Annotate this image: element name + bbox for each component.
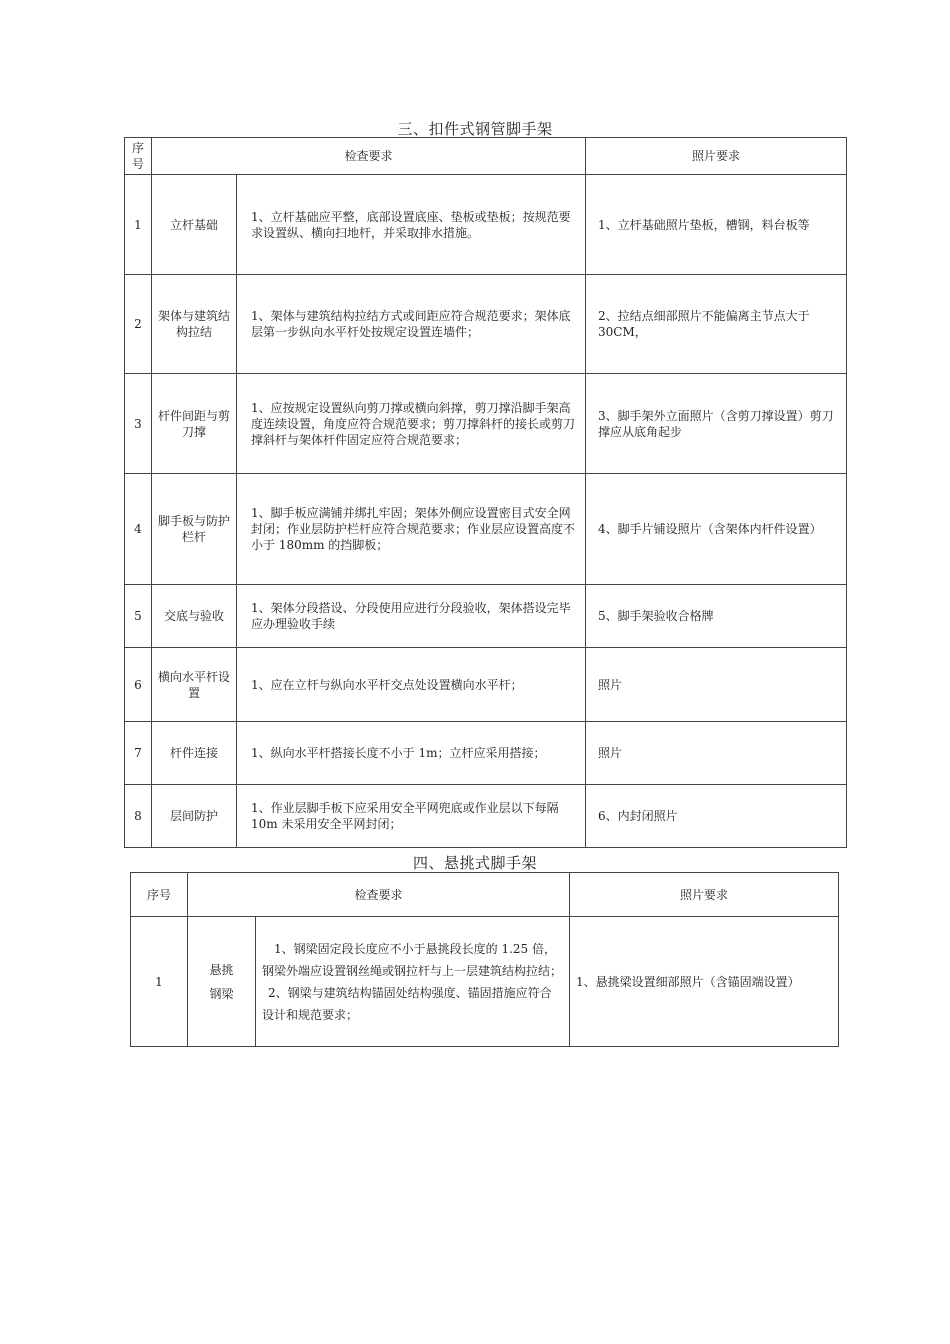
- row-requirement: 1、脚手板应满铺并绑扎牢固；架体外侧应设置密目式安全网封闭；作业层防护栏杆应符合规范要求；作业层应设置高度不小于 180mm 的挡脚板；: [237, 474, 586, 585]
- row-no: 7: [125, 722, 152, 785]
- row-photo: 5、脚手架验收合格牌: [586, 585, 847, 648]
- header-seq: 序号: [125, 138, 152, 175]
- row-item: 杆件间距与剪刀撑: [152, 374, 237, 474]
- header-photo: 照片要求: [586, 138, 847, 175]
- row-requirement: [256, 917, 570, 1047]
- table-row: [125, 785, 847, 848]
- table-row: [125, 722, 847, 785]
- row-item: 悬挑钢梁: [188, 917, 256, 1047]
- table-row: [125, 585, 847, 648]
- row-no: 2: [125, 275, 152, 374]
- scaffold-table-1: [124, 137, 847, 848]
- table-row: [125, 374, 847, 474]
- table-row: [125, 275, 847, 374]
- row-no: 5: [125, 585, 152, 648]
- row-requirement: 1、架体分段搭设、分段使用应进行分段验收，架体搭设完毕应办理验收手续: [237, 585, 586, 648]
- row-item: 层间防护: [152, 785, 237, 848]
- row-requirement: 1、架体与建筑结构拉结方式或间距应符合规范要求；架体底层第一步纵向水平杆处按规定设置连墙件；: [237, 275, 586, 374]
- row-photo: 1、悬挑梁设置细部照片（含锚固端设置）: [570, 917, 839, 1047]
- row-no: 4: [125, 474, 152, 585]
- scaffold-table-2: [130, 872, 839, 1047]
- row-item: 杆件连接: [152, 722, 237, 785]
- row-photo: 1、立杆基础照片垫板，槽钢，料台板等: [586, 175, 847, 275]
- header-photo: 照片要求: [570, 873, 839, 917]
- row-photo: 照片: [586, 648, 847, 722]
- row-photo: 照片: [586, 722, 847, 785]
- row-item: 立杆基础: [152, 175, 237, 275]
- table-row: [125, 175, 847, 275]
- row-no: 1: [125, 175, 152, 275]
- row-no: 3: [125, 374, 152, 474]
- row-requirement: 1、应按规定设置纵向剪刀撑或横向斜撑，剪刀撑沿脚手架高度连续设置，角度应符合规范要求；剪刀撑斜杆的接长或剪刀撑斜杆与架体杆件固定应符合规范要求；: [237, 374, 586, 474]
- row-requirement: 1、立杆基础应平整，底部设置底座、垫板或垫板；按规范要求设置纵、横向扫地杆，并采取排水措施。: [237, 175, 586, 275]
- section-3-title: 三、扣件式钢管脚手架: [397, 120, 553, 138]
- row-photo: 3、脚手架外立面照片（含剪刀撑设置）剪刀撑应从底角起步: [586, 374, 847, 474]
- row-photo: 2、拉结点细部照片不能偏离主节点大于 30CM，: [586, 275, 847, 374]
- row-no: 6: [125, 648, 152, 722]
- table-row: [125, 474, 847, 585]
- row-item: 架体与建筑结构拉结: [152, 275, 237, 374]
- header-check: 检查要求: [188, 873, 570, 917]
- row-no: 1: [131, 917, 188, 1047]
- row-photo: 6、内封闭照片: [586, 785, 847, 848]
- table-row: [131, 917, 839, 1047]
- requirement-2: 2、钢梁与建筑结构锚固处结构强度、锚固措施应符合设计和规范要求；: [262, 985, 552, 1022]
- header-check: 检查要求: [152, 138, 586, 175]
- row-photo: 4、脚手片铺设照片（含架体内杆件设置）: [586, 474, 847, 585]
- row-no: 8: [125, 785, 152, 848]
- row-requirement: 1、应在立杆与纵向水平杆交点处设置横向水平杆；: [237, 648, 586, 722]
- requirement-1: 1、钢梁固定段长度应不小于悬挑段长度的 1.25 倍，钢梁外端应设置钢丝绳或钢拉杆与上一层建筑结构拉结；: [262, 941, 563, 978]
- row-item: 脚手板与防护栏杆: [152, 474, 237, 585]
- row-item: 交底与验收: [152, 585, 237, 648]
- row-item: 横向水平杆设置: [152, 648, 237, 722]
- section-4-title: 四、悬挑式脚手架: [412, 854, 537, 872]
- row-requirement: 1、作业层脚手板下应采用安全平网兜底或作业层以下每隔 10m 未采用安全平网封闭；: [237, 785, 586, 848]
- header-seq: 序号: [131, 873, 188, 917]
- row-requirement: 1、纵向水平杆搭接长度不小于 1m；立杆应采用搭接；: [237, 722, 586, 785]
- table-row: [125, 648, 847, 722]
